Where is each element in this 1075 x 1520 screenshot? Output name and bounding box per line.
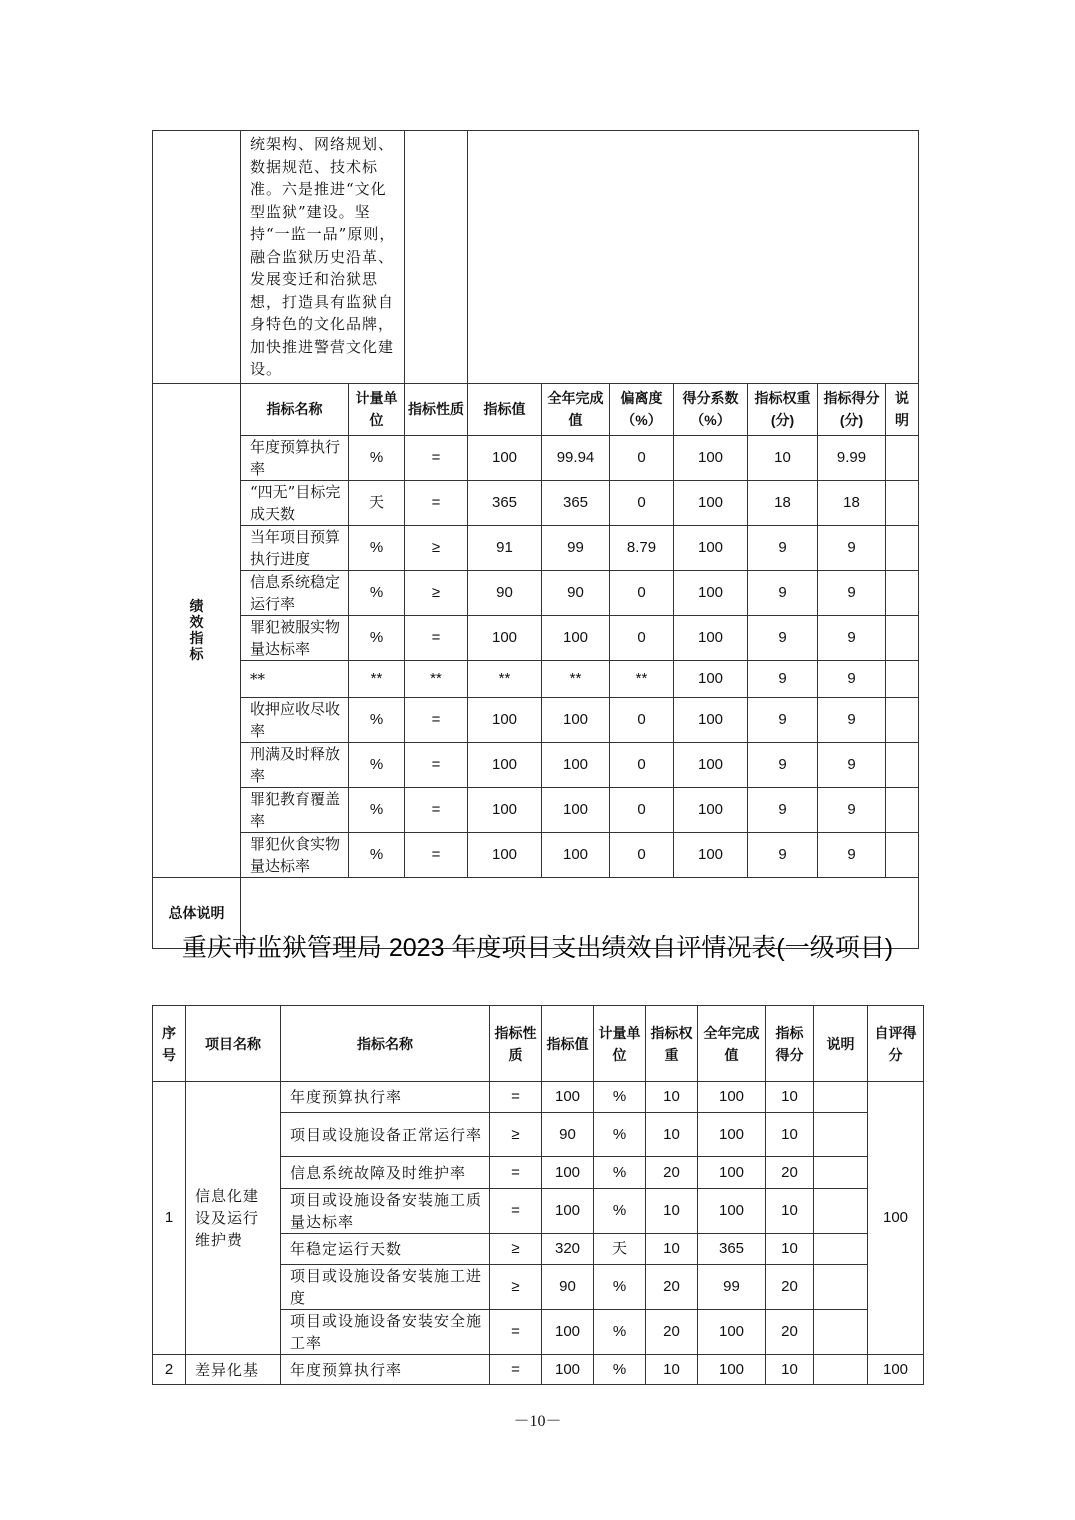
weight-cell: 9 xyxy=(748,525,818,570)
header-cell: 指标名称 xyxy=(281,1006,490,1082)
table-row xyxy=(153,615,919,660)
unit-cell: % xyxy=(594,1355,646,1385)
deviation-cell: 0 xyxy=(610,832,674,877)
target-value-cell: ** xyxy=(468,660,542,697)
note-cell xyxy=(886,525,919,570)
nature-cell: ≥ xyxy=(490,1265,542,1310)
indicator-name: 项目或设施设备安装安全施工率 xyxy=(281,1310,490,1355)
table-row xyxy=(153,832,919,877)
table-row xyxy=(153,742,919,787)
target-value-cell: 100 xyxy=(468,742,542,787)
indicator-name: 刑满及时释放率 xyxy=(241,742,349,787)
unit-cell: % xyxy=(349,832,405,877)
score-cell: 9 xyxy=(818,832,886,877)
nature-cell: = xyxy=(405,742,468,787)
target-value-cell: 90 xyxy=(468,570,542,615)
actual-value-cell: 365 xyxy=(542,480,610,525)
nature-cell: ≥ xyxy=(405,570,468,615)
deviation-cell: ** xyxy=(610,660,674,697)
section-label-text: 绩 效 指 标 xyxy=(189,598,204,662)
deviation-cell: 0 xyxy=(610,697,674,742)
score-cell: 10 xyxy=(766,1189,814,1234)
deviation-cell: 0 xyxy=(610,787,674,832)
weight-cell: 10 xyxy=(646,1189,698,1234)
nature-cell: ≥ xyxy=(405,525,468,570)
unit-cell: % xyxy=(594,1265,646,1310)
unit-cell: % xyxy=(349,787,405,832)
row-index: 2 xyxy=(153,1355,186,1385)
actual-value-cell: 99.94 xyxy=(542,435,610,480)
nature-cell: = xyxy=(405,480,468,525)
target-value-cell: 365 xyxy=(468,480,542,525)
performance-indicator-table xyxy=(152,130,919,949)
score-cell: 9 xyxy=(818,697,886,742)
header-cell: 序号 xyxy=(153,1006,186,1082)
note-cell xyxy=(814,1082,868,1113)
page-title: 重庆市监狱管理局 2023 年度项目支出绩效自评情况表(一级项目) xyxy=(181,934,894,962)
header-row xyxy=(153,383,919,435)
note-cell xyxy=(814,1355,868,1385)
note-cell xyxy=(814,1234,868,1265)
nature-cell: = xyxy=(490,1189,542,1234)
header-cell: 说明 xyxy=(886,383,919,435)
indicator-name: 项目或设施设备正常运行率 xyxy=(281,1113,490,1157)
table-row xyxy=(153,525,919,570)
target-value-cell: 100 xyxy=(542,1310,594,1355)
header-cell: 计量单位 xyxy=(349,383,405,435)
score-cell: 9 xyxy=(818,525,886,570)
table-row xyxy=(153,435,919,480)
header-cell: 得分系数（%） xyxy=(674,383,748,435)
actual-value-cell: 100 xyxy=(542,787,610,832)
weight-cell: 9 xyxy=(748,615,818,660)
actual-value-cell: 100 xyxy=(698,1355,766,1385)
indicator-name: 罪犯教育覆盖率 xyxy=(241,787,349,832)
self-score: 100 xyxy=(868,1355,924,1385)
note-cell xyxy=(814,1113,868,1157)
unit-cell: % xyxy=(349,697,405,742)
indicator-name: 收押应收尽收率 xyxy=(241,697,349,742)
score-coefficient-cell: 100 xyxy=(674,525,748,570)
note-cell xyxy=(814,1189,868,1234)
score-coefficient-cell: 100 xyxy=(674,615,748,660)
nature-cell: = xyxy=(405,435,468,480)
note-cell xyxy=(886,742,919,787)
weight-cell: 20 xyxy=(646,1310,698,1355)
target-value-cell: 100 xyxy=(468,832,542,877)
note-cell xyxy=(886,570,919,615)
self-evaluation-table xyxy=(152,1005,924,1385)
weight-cell: 18 xyxy=(748,480,818,525)
nature-cell: = xyxy=(490,1157,542,1189)
section-label-performance xyxy=(153,383,241,877)
header-cell: 项目名称 xyxy=(186,1006,281,1082)
table-row xyxy=(153,480,919,525)
header-cell: 自评得分 xyxy=(868,1006,924,1082)
score-cell: 20 xyxy=(766,1157,814,1189)
header-row xyxy=(153,1006,924,1082)
weight-cell: 9 xyxy=(748,697,818,742)
note-cell xyxy=(886,660,919,697)
weight-cell: 9 xyxy=(748,660,818,697)
indicator-name: “四无”目标完成天数 xyxy=(241,480,349,525)
target-value-cell: 100 xyxy=(542,1189,594,1234)
score-cell: 18 xyxy=(818,480,886,525)
deviation-cell: 0 xyxy=(610,480,674,525)
header-cell: 指标性质 xyxy=(405,383,468,435)
deviation-cell: 0 xyxy=(610,742,674,787)
nature-cell: = xyxy=(490,1355,542,1385)
actual-value-cell: 99 xyxy=(698,1265,766,1310)
score-cell: 9 xyxy=(818,660,886,697)
unit-cell: % xyxy=(594,1157,646,1189)
header-cell: 指标权重(分) xyxy=(748,383,818,435)
target-value-cell: 90 xyxy=(542,1113,594,1157)
target-value-cell: 320 xyxy=(542,1234,594,1265)
actual-value-cell: 100 xyxy=(698,1189,766,1234)
target-value-cell: 100 xyxy=(468,435,542,480)
note-cell xyxy=(886,697,919,742)
indicator-name: 年度预算执行率 xyxy=(281,1082,490,1113)
header-cell: 指标性质 xyxy=(490,1006,542,1082)
score-cell: 9 xyxy=(818,742,886,787)
actual-value-cell: 90 xyxy=(542,570,610,615)
unit-cell: % xyxy=(594,1113,646,1157)
unit-cell: % xyxy=(349,742,405,787)
actual-value-cell: 100 xyxy=(542,697,610,742)
actual-value-cell: 100 xyxy=(698,1113,766,1157)
nature-cell: ≥ xyxy=(490,1234,542,1265)
nature-cell: = xyxy=(405,697,468,742)
unit-cell: % xyxy=(594,1189,646,1234)
score-cell: 10 xyxy=(766,1113,814,1157)
target-value-cell: 100 xyxy=(542,1082,594,1113)
target-value-cell: 100 xyxy=(468,787,542,832)
unit-cell: % xyxy=(349,525,405,570)
description-text: 统架构、网络规划、数据规范、技术标准。六是推进“文化型监狱”建设。坚持“一监一品”原则，融合监狱历史沿革、发展变迁和治狱思想，打造具有监狱自身特色的文化品牌，加快推进警营文化建设。 xyxy=(241,131,405,384)
row-index: 1 xyxy=(153,1082,186,1355)
weight-cell: 10 xyxy=(646,1113,698,1157)
score-coefficient-cell: 100 xyxy=(674,742,748,787)
indicator-name: 年度预算执行率 xyxy=(241,435,349,480)
note-cell xyxy=(886,480,919,525)
weight-cell: 20 xyxy=(646,1157,698,1189)
table-row xyxy=(153,570,919,615)
weight-cell: 9 xyxy=(748,832,818,877)
note-cell xyxy=(886,787,919,832)
indicator-name: 年度预算执行率 xyxy=(281,1355,490,1385)
weight-cell: 20 xyxy=(646,1265,698,1310)
actual-value-cell: 365 xyxy=(698,1234,766,1265)
unit-cell: 天 xyxy=(349,480,405,525)
actual-value-cell: 100 xyxy=(698,1082,766,1113)
weight-cell: 10 xyxy=(748,435,818,480)
nature-cell: = xyxy=(405,787,468,832)
header-cell: 偏离度（%） xyxy=(610,383,674,435)
weight-cell: 9 xyxy=(748,742,818,787)
blank-cell xyxy=(468,131,919,384)
blank-cell xyxy=(153,131,241,384)
score-cell: 10 xyxy=(766,1082,814,1113)
page-number: －10－ xyxy=(513,1413,562,1430)
header-cell: 指标名称 xyxy=(241,383,349,435)
note-cell xyxy=(814,1157,868,1189)
project-name: 差异化基 xyxy=(186,1355,281,1385)
summary-label: 总体说明 xyxy=(153,877,241,948)
indicator-name: 项目或设施设备安装施工进度 xyxy=(281,1265,490,1310)
actual-value-cell: 100 xyxy=(542,832,610,877)
score-coefficient-cell: 100 xyxy=(674,787,748,832)
header-cell: 指标得分(分) xyxy=(818,383,886,435)
table-row xyxy=(153,1082,924,1113)
unit-cell: % xyxy=(594,1082,646,1113)
blank-cell xyxy=(405,131,468,384)
score-cell: 20 xyxy=(766,1310,814,1355)
score-cell: 10 xyxy=(766,1234,814,1265)
note-cell xyxy=(814,1265,868,1310)
deviation-cell: 0 xyxy=(610,570,674,615)
target-value-cell: 100 xyxy=(542,1157,594,1189)
nature-cell: = xyxy=(405,832,468,877)
indicator-name: 罪犯被服实物量达标率 xyxy=(241,615,349,660)
note-cell xyxy=(886,435,919,480)
note-cell xyxy=(814,1310,868,1355)
header-cell: 计量单位 xyxy=(594,1006,646,1082)
indicator-name: ** xyxy=(241,660,349,697)
unit-cell: % xyxy=(349,435,405,480)
header-cell: 全年完成值 xyxy=(542,383,610,435)
unit-cell: % xyxy=(349,615,405,660)
actual-value-cell: 100 xyxy=(698,1310,766,1355)
score-coefficient-cell: 100 xyxy=(674,570,748,615)
header-cell: 指标得分 xyxy=(766,1006,814,1082)
target-value-cell: 100 xyxy=(468,615,542,660)
nature-cell: = xyxy=(490,1310,542,1355)
header-cell: 指标值 xyxy=(468,383,542,435)
table-row xyxy=(153,660,919,697)
deviation-cell: 8.79 xyxy=(610,525,674,570)
indicator-name: 项目或设施设备安装施工质量达标率 xyxy=(281,1189,490,1234)
target-value-cell: 90 xyxy=(542,1265,594,1310)
nature-cell: = xyxy=(405,615,468,660)
nature-cell: ≥ xyxy=(490,1113,542,1157)
weight-cell: 9 xyxy=(748,570,818,615)
actual-value-cell: 100 xyxy=(542,615,610,660)
indicator-name: 当年项目预算执行进度 xyxy=(241,525,349,570)
score-cell: 10 xyxy=(766,1355,814,1385)
actual-value-cell: 100 xyxy=(698,1157,766,1189)
weight-cell: 10 xyxy=(646,1234,698,1265)
header-cell: 指标值 xyxy=(542,1006,594,1082)
indicator-name: 罪犯伙食实物量达标率 xyxy=(241,832,349,877)
deviation-cell: 0 xyxy=(610,435,674,480)
indicator-name: 信息系统稳定运行率 xyxy=(241,570,349,615)
nature-cell: = xyxy=(490,1082,542,1113)
score-cell: 9 xyxy=(818,787,886,832)
score-cell: 9.99 xyxy=(818,435,886,480)
deviation-cell: 0 xyxy=(610,615,674,660)
table-row xyxy=(153,1355,924,1385)
score-coefficient-cell: 100 xyxy=(674,697,748,742)
actual-value-cell: 100 xyxy=(542,742,610,787)
weight-cell: 10 xyxy=(646,1355,698,1385)
header-cell: 说明 xyxy=(814,1006,868,1082)
score-cell: 9 xyxy=(818,615,886,660)
description-row xyxy=(153,131,919,384)
target-value-cell: 100 xyxy=(542,1355,594,1385)
nature-cell: ** xyxy=(405,660,468,697)
weight-cell: 9 xyxy=(748,787,818,832)
unit-cell: % xyxy=(594,1310,646,1355)
weight-cell: 10 xyxy=(646,1082,698,1113)
score-coefficient-cell: 100 xyxy=(674,660,748,697)
actual-value-cell: ** xyxy=(542,660,610,697)
self-score: 100 xyxy=(868,1082,924,1355)
note-cell xyxy=(886,615,919,660)
score-coefficient-cell: 100 xyxy=(674,832,748,877)
unit-cell: 天 xyxy=(594,1234,646,1265)
score-cell: 9 xyxy=(818,570,886,615)
table-row xyxy=(153,787,919,832)
header-cell: 全年完成值 xyxy=(698,1006,766,1082)
note-cell xyxy=(886,832,919,877)
target-value-cell: 91 xyxy=(468,525,542,570)
score-cell: 20 xyxy=(766,1265,814,1310)
target-value-cell: 100 xyxy=(468,697,542,742)
indicator-name: 年稳定运行天数 xyxy=(281,1234,490,1265)
actual-value-cell: 99 xyxy=(542,525,610,570)
project-name: 信息化建设及运行维护费 xyxy=(186,1082,281,1355)
indicator-name: 信息系统故障及时维护率 xyxy=(281,1157,490,1189)
table-row xyxy=(153,697,919,742)
unit-cell: % xyxy=(349,570,405,615)
score-coefficient-cell: 100 xyxy=(674,480,748,525)
unit-cell: ** xyxy=(349,660,405,697)
score-coefficient-cell: 100 xyxy=(674,435,748,480)
header-cell: 指标权重 xyxy=(646,1006,698,1082)
